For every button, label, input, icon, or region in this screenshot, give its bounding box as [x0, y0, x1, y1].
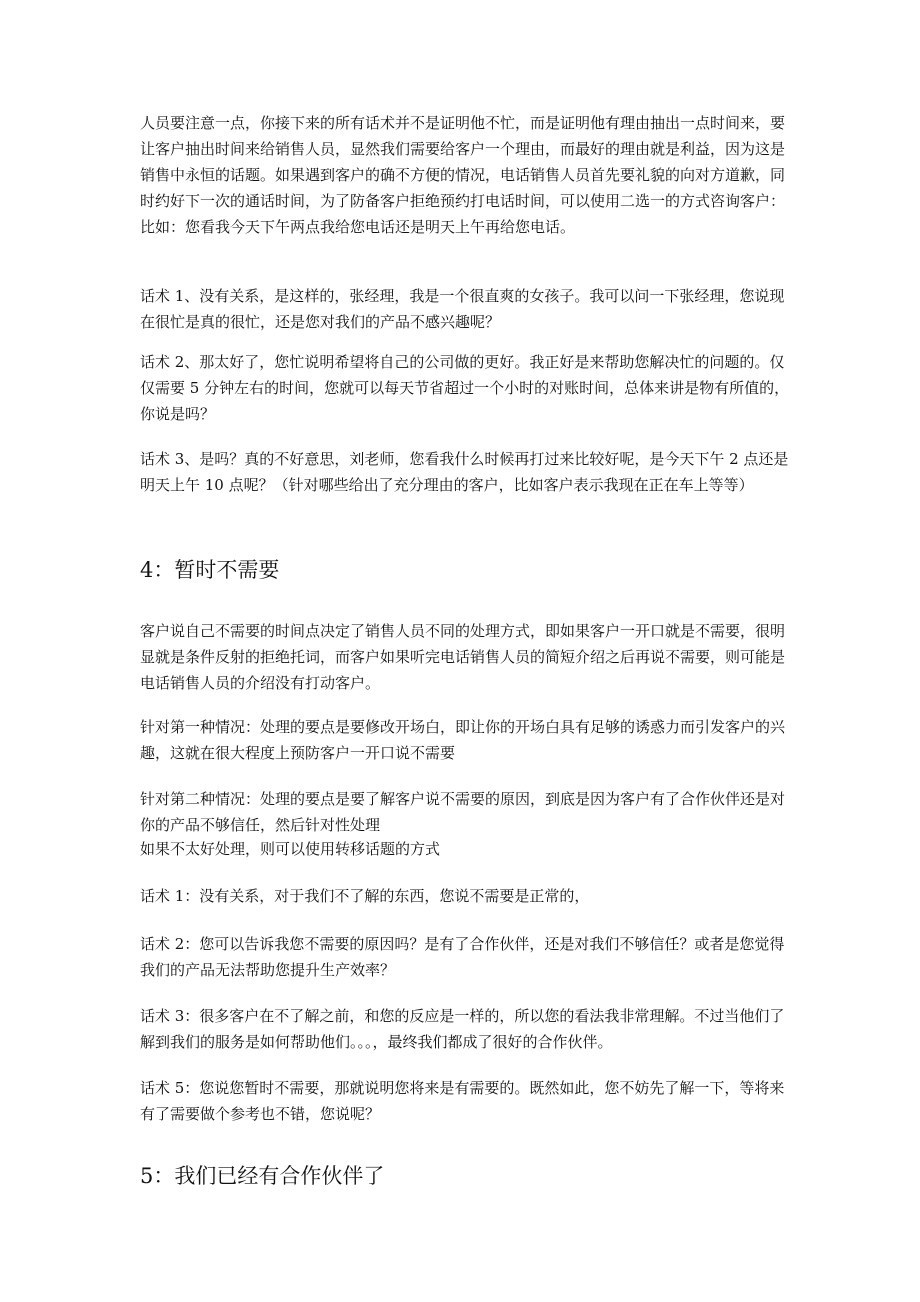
section-4-paragraph-2: 针对第一种情况：处理的要点是要修改开场白，即让你的开场白具有足够的诱惑力而引发客户的兴趣，这就在很大程度上预防客户一开口说不需要 — [140, 718, 786, 762]
busy-script-2: 话术 2、那太好了，您忙说明希望将自己的公司做的更好。我正好是来帮助您解决忙的问题的。仅仅需要 5 分钟左右的时间，您就可以每天节省超过一个小时的对账时间，总体来讲是物有所值的，你说是吗？ — [140, 353, 790, 423]
busy-script-1: 话术 1、没有关系，是这样的，张经理，我是一个很直爽的女孩子。我可以问一下张经理，您说现在很忙是真的很忙，还是您对我们的产品不感兴趣呢？ — [140, 287, 785, 331]
section-4-paragraph-4: 如果不太好处理，则可以使用转移话题的方式 — [140, 840, 441, 858]
section-5-heading: 5：我们已经有合作伙伴了 — [140, 1164, 385, 1188]
section-4-script-2: 话术 2：您可以告诉我您不需要的原因吗？是有了合作伙伴，还是对我们不够信任？或者是您觉得我们的产品无法帮助您提升生产效率？ — [140, 935, 785, 979]
section-4-heading: 4：暂时不需要 — [140, 558, 280, 582]
intro-paragraph: 人员要注意一点，你接下来的所有话术并不是证明他不忙，而是证明他有理由抽出一点时间来，要让客户抽出时间来给销售人员，显然我们需要给客户一个理由，而最好的理由就是利益，因为这是销售中永恒的话题。如果遇到客户的确不方便的情况，电话销售人员首先要礼貌的向对方道歉，同时约好下一次的通话时间，为了防备客户拒绝预约打电话时间，可以使用二选一的方式咨询客户：比如：您看我今天下午两点我给您电话还是明天上午再给您电话。 — [140, 114, 786, 236]
section-4-script-5: 话术 5：您说您暂时不需要，那就说明您将来是有需要的。既然如此，您不妨先了解一下，等将来有了需要做个参考也不错，您说呢？ — [140, 1079, 785, 1123]
section-4-script-1: 话术 1：没有关系，对于我们不了解的东西，您说不需要是正常的， — [140, 887, 590, 905]
section-4-paragraph-1: 客户说自己不需要的时间点决定了销售人员不同的处理方式，即如果客户一开口就是不需要，很明显就是条件反射的拒绝托词，而客户如果听完电话销售人员的简短介绍之后再说不需要，则可能是电话销售人员的介绍没有打动客户。 — [140, 622, 786, 692]
section-4-paragraph-3: 针对第二种情况：处理的要点是要了解客户说不需要的原因，到底是因为客户有了合作伙伴还是对你的产品不够信任，然后针对性处理 — [140, 790, 786, 834]
busy-script-3: 话术 3、是吗？真的不好意思，刘老师，您看我什么时候再打过来比较好呢，是今天下午 2 点还是明天上午 10 点呢？（针对哪些给出了充分理由的客户，比如客户表示我现在正在车上等等） — [140, 450, 789, 494]
section-4-script-3: 话术 3：很多客户在不了解之前，和您的反应是一样的，所以您的看法我非常理解。不过当他们了解到我们的服务是如何帮助他们。。。，最终我们都成了很好的合作伙伴。 — [140, 1007, 785, 1051]
